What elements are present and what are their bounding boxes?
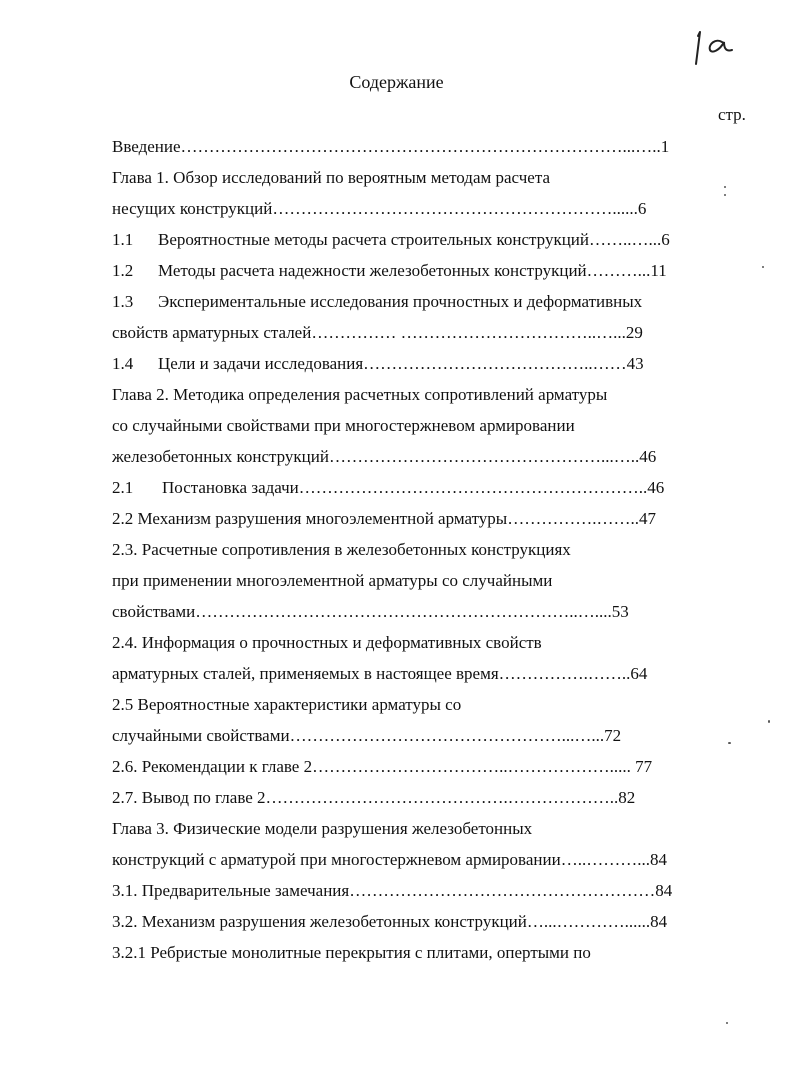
toc-section-number: 1.2: [112, 261, 134, 280]
toc-line: [112, 627, 732, 658]
toc-line: [112, 379, 732, 410]
toc-entry-text: Введение……………………………………………………………………...…..1: [112, 137, 670, 156]
toc-section-number: 1.3: [112, 292, 134, 311]
toc-line: [112, 782, 732, 813]
toc-line: [112, 162, 732, 193]
toc-line: [112, 875, 732, 906]
toc-line: [112, 844, 732, 875]
toc-line: [112, 286, 732, 317]
scan-speck: [726, 1022, 728, 1024]
toc-entry-text: Постановка задачи……………………………………………………..46: [162, 478, 665, 497]
toc-line: [112, 813, 732, 844]
toc-entry-text: 2.5 Вероятностные характеристики арматуры со: [112, 695, 462, 714]
toc-entry-text: Цели и задачи исследования…………………………………..……43: [158, 354, 644, 373]
toc-line: [112, 317, 732, 348]
toc-line: [112, 410, 732, 441]
toc-entry-text: арматурных сталей, применяемых в настоящее время…………….……..64: [112, 664, 648, 683]
toc-line: [112, 658, 732, 689]
toc-line: [112, 565, 732, 596]
toc-line: [112, 534, 732, 565]
toc-line: [112, 348, 732, 379]
toc-entry-text: Вероятностные методы расчета строительных конструкций……..…...6: [158, 230, 670, 249]
scan-speck: [728, 742, 731, 744]
toc-section-number: 1.4: [112, 354, 134, 373]
toc-entry-text: Экспериментальные исследования прочностных и деформативных: [158, 292, 643, 311]
toc-line: [112, 255, 732, 286]
toc-section-number: 1.1: [112, 230, 134, 249]
toc-line: [112, 596, 732, 627]
scan-speck: [762, 266, 764, 268]
toc-entry-text: 2.7. Вывод по главе 2…………………………………….………………..82: [112, 788, 636, 807]
toc-entry-text: 3.2.1 Ребристые монолитные перекрытия с плитами, опертыми по: [112, 943, 591, 962]
toc-entry-text: 2.4. Информация о прочностных и деформативных свойств: [112, 633, 542, 652]
toc-line: [112, 720, 732, 751]
toc-entry-text: при применении многоэлементной арматуры со случайными: [112, 571, 553, 590]
toc-entry-text: 2.6. Рекомендации к главе 2……………………………..………………..... 77: [112, 757, 653, 776]
toc-entry-text: 2.2 Механизм разрушения многоэлементной арматуры…………….……..47: [112, 509, 656, 528]
page-title: Содержание: [349, 72, 444, 92]
toc-line: [112, 503, 732, 534]
toc-entry-text: железобетонных конструкций…………………………………………...…..46: [112, 447, 657, 466]
toc-line: [112, 472, 732, 503]
scan-speck: [768, 720, 770, 723]
toc-entry-text: Глава 1. Обзор исследований по вероятным методам расчета: [112, 168, 551, 187]
toc-entry-text: свойств арматурных сталей…………… ……………………………..…...29: [112, 323, 643, 342]
toc-entry-text: со случайными свойствами при многостержневом армировании: [112, 416, 575, 435]
toc-entry-text: Методы расчета надежности железобетонных конструкций………...11: [158, 261, 667, 280]
toc-line: [112, 751, 732, 782]
toc-entry-text: конструкций с арматурой при многостержневом армировании…..………...84: [112, 850, 667, 869]
table-of-contents: [112, 131, 732, 968]
handwritten-page-mark: [688, 24, 740, 68]
toc-entry-text: 3.2. Механизм разрушения железобетонных конструкций…...…………......84: [112, 912, 668, 931]
toc-line: [112, 441, 732, 472]
toc-section-number: 2.1: [112, 478, 134, 497]
page-column-header: стр.: [718, 105, 746, 124]
scan-speck: [724, 186, 726, 188]
toc-line: [112, 193, 732, 224]
toc-line: [112, 906, 732, 937]
toc-line: [112, 224, 732, 255]
toc-entry-text: 2.3. Расчетные сопротивления в железобетонных конструкциях: [112, 540, 571, 559]
toc-line: [112, 937, 732, 968]
toc-line: [112, 689, 732, 720]
toc-entry-text: свойствами…………………………………………………………..…....53: [112, 602, 629, 621]
toc-line: [112, 131, 732, 162]
toc-entry-text: случайными свойствами…………………………………………...…...72: [112, 726, 622, 745]
scan-speck: [724, 194, 726, 196]
toc-entry-text: Глава 3. Физические модели разрушения железобетонных: [112, 819, 533, 838]
toc-entry-text: Глава 2. Методика определения расчетных сопротивлений арматуры: [112, 385, 608, 404]
toc-entry-text: 3.1. Предварительные замечания………………………………………………84: [112, 881, 673, 900]
toc-entry-text: несущих конструкций……………………………………………………......6: [112, 199, 647, 218]
